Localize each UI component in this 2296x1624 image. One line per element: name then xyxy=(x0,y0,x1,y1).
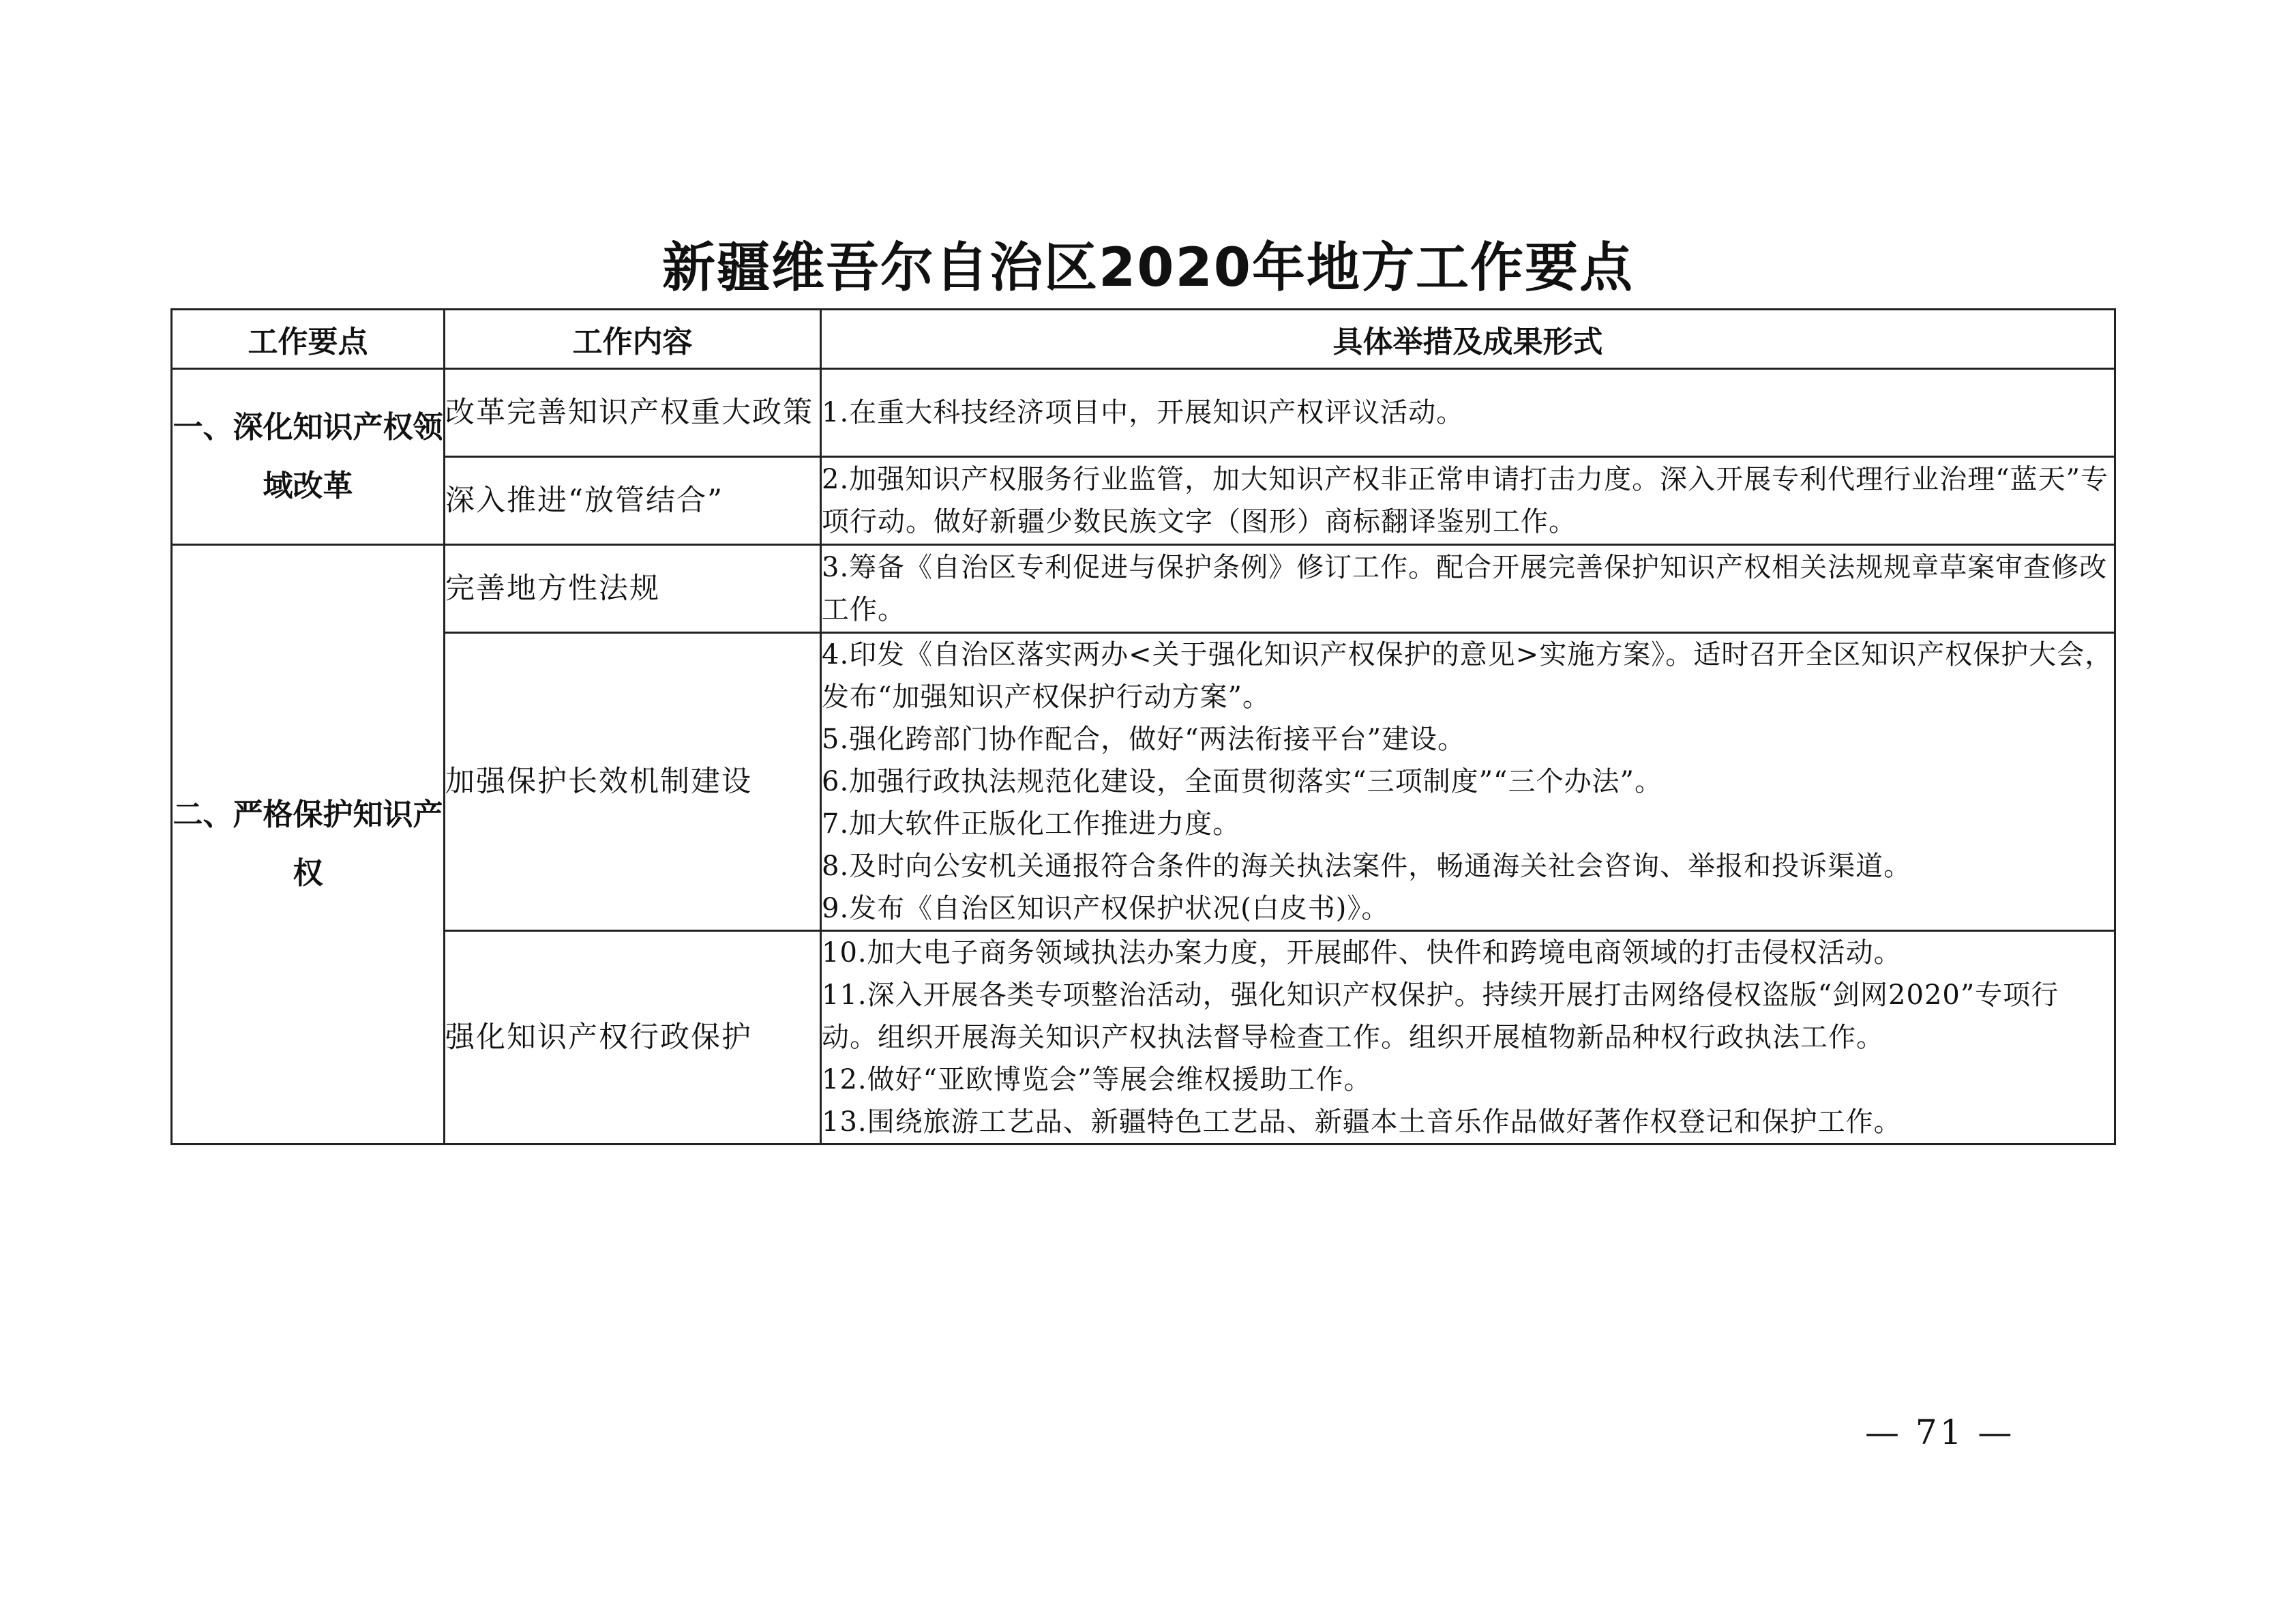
measures-cell xyxy=(821,369,2115,457)
measure-item: 11.深入开展各类专项整治活动，强化知识产权保护。持续开展打击网络侵权盗版“剑网2020”专项行动。组织开展海关知识产权执法督导检查工作。组织开展植物新品种权行政执法工作。 xyxy=(822,979,2059,1053)
measures-cell xyxy=(821,633,2115,931)
measure-item: 2.加强知识产权服务行业监管，加大知识产权非正常申请打击力度。深入开展专利代理行业治理“蓝天”专项行动。做好新疆少数民族文字（图形）商标翻译鉴别工作。 xyxy=(822,464,2109,537)
page-number: — 71 — xyxy=(1865,1413,2015,1452)
measure-item: 8.及时向公安机关通报符合条件的海关执法案件，畅通海关社会咨询、举报和投诉渠道。 xyxy=(822,851,1912,882)
work-content-cell: 强化知识产权行政保护 xyxy=(445,931,821,1145)
work-content-cell: 完善地方性法规 xyxy=(445,545,821,633)
measure-item: 1.在重大科技经济项目中，开展知识产权评议活动。 xyxy=(822,397,1465,428)
measure-item: 12.做好“亚欧博览会”等展会维权援助工作。 xyxy=(822,1064,1372,1095)
work-plan-table xyxy=(170,308,2116,1145)
measure-item: 6.加强行政执法规范化建设，全面贯彻落实“三项制度”“三个办法”。 xyxy=(822,766,1663,797)
table-row xyxy=(172,457,2115,545)
measure-item: 7.加大软件正版化工作推进力度。 xyxy=(822,808,1241,840)
work-content-cell: 加强保护长效机制建设 xyxy=(445,633,821,931)
table-row xyxy=(172,369,2115,457)
measure-item: 13.围绕旅游工艺品、新疆特色工艺品、新疆本土音乐作品做好著作权登记和保护工作。 xyxy=(822,1106,1902,1138)
measure-item: 4.印发《自治区落实两办<关于强化知识产权保护的意见>实施方案》。适时召开全区知识产权保护大会，发布“加强知识产权保护行动方案”。 xyxy=(822,639,2113,713)
table-header-row xyxy=(172,310,2115,369)
work-content-cell: 改革完善知识产权重大政策 xyxy=(445,369,821,457)
measures-cell xyxy=(821,545,2115,633)
header-key-points: 工作要点 xyxy=(172,310,445,369)
section-key: 一、深化知识产权领域改革 xyxy=(172,369,445,545)
work-content-cell: 深入推进“放管结合” xyxy=(445,457,821,545)
measure-item: 9.发布《自治区知识产权保护状况(白皮书)》。 xyxy=(822,893,1390,924)
table-row xyxy=(172,545,2115,633)
table-row xyxy=(172,633,2115,931)
document-title: 新疆维吾尔自治区2020年地方工作要点 xyxy=(661,237,1635,299)
measures-cell xyxy=(821,931,2115,1145)
measure-item: 3.筹备《自治区专利促进与保护条例》修订工作。配合开展完善保护知识产权相关法规规章草案审查修改工作。 xyxy=(822,552,2108,625)
header-measures: 具体举措及成果形式 xyxy=(821,310,2115,369)
table-row xyxy=(172,931,2115,1145)
measures-cell xyxy=(821,457,2115,545)
header-work-content: 工作内容 xyxy=(445,310,821,369)
measure-item: 10.加大电子商务领域执法办案力度，开展邮件、快件和跨境电商领域的打击侵权活动。 xyxy=(822,937,1902,969)
section-key: 二、严格保护知识产权 xyxy=(172,545,445,1145)
measure-item: 5.强化跨部门协作配合，做好“两法衔接平台”建设。 xyxy=(822,724,1466,755)
